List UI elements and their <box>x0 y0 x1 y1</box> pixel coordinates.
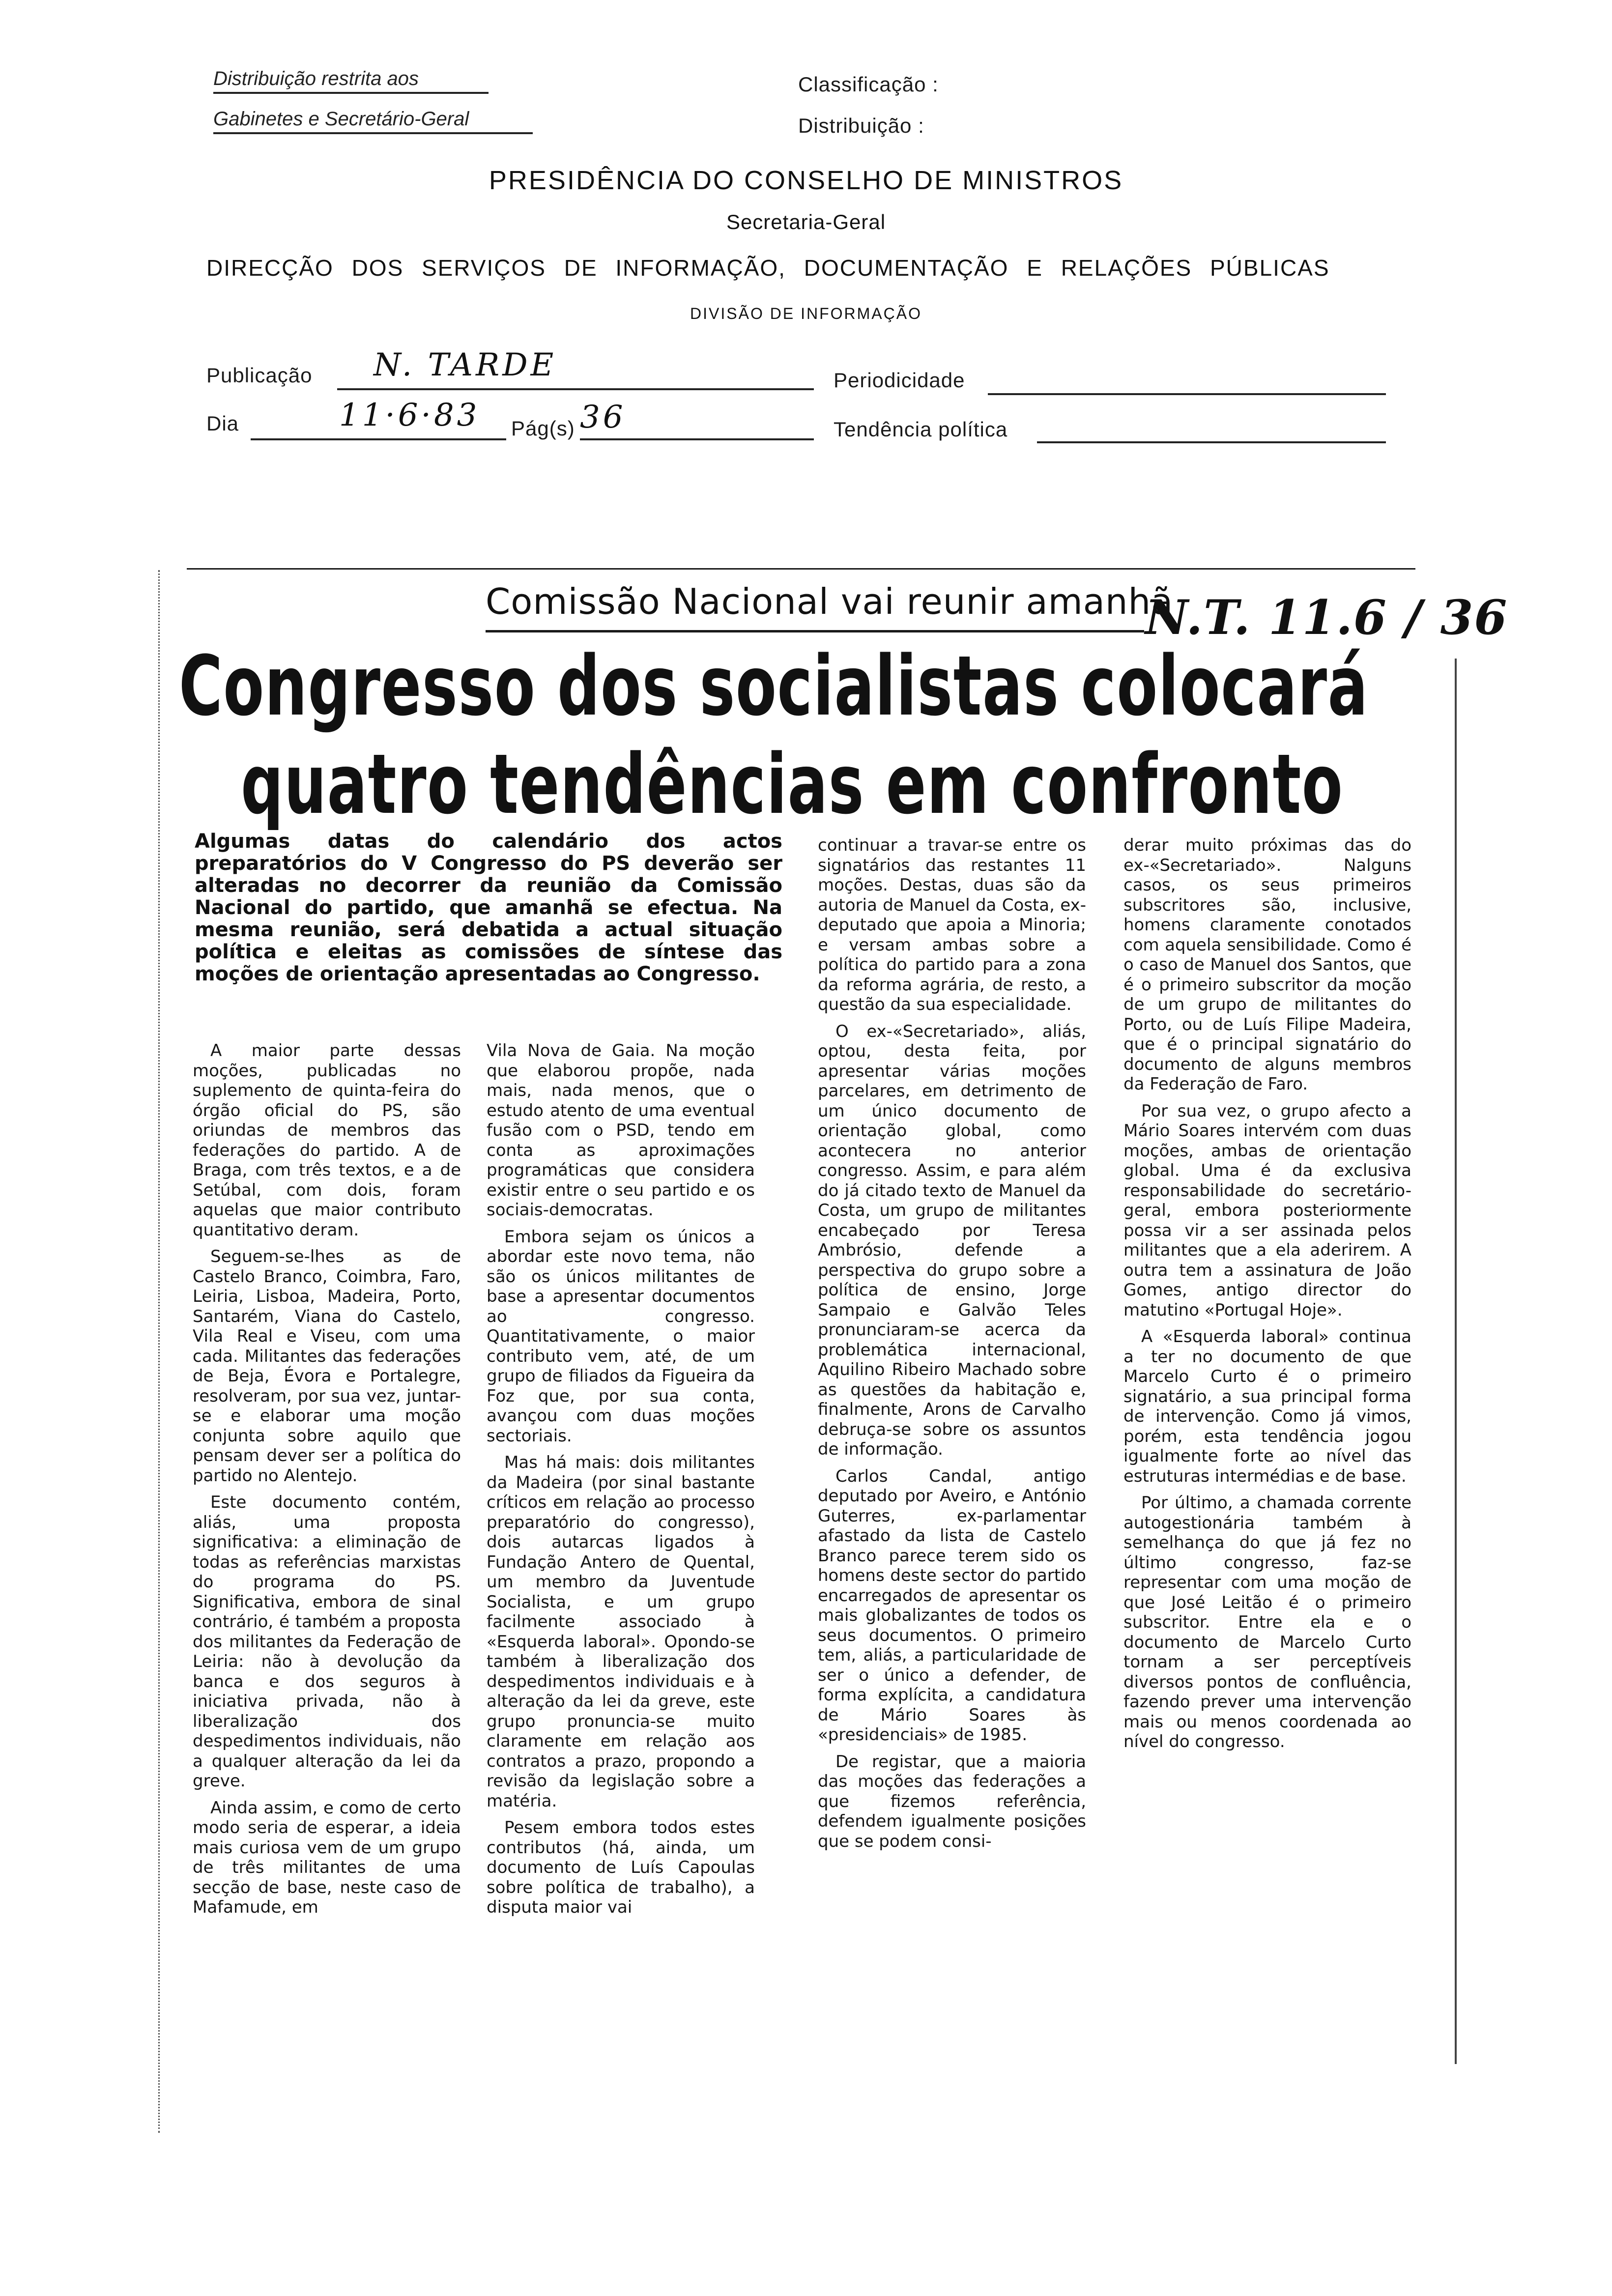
col3-paragraph: O ex-«Secretariado», aliás, optou, desta feita, por apresentar várias moções parcelares, em detrimento de um único documento de orientação global, como acontecera no anterior congresso. Assim, e para além do já citado texto de Manuel da Costa, um grupo de militantes encabeçado por Teresa Ambrósio, defende a perspectiva do grupo sobre a política de ensino, Jorge Sampaio e Galvão Teles pronunciaram-se acerca da problemática internacional, Aquilino Ribeiro Machado sobre as questões da habitação e, finalmente, Arons de Carvalho debruça-se sobre os assuntos de informação. <box>818 1021 1086 1459</box>
pag-line <box>580 438 814 440</box>
col3-paragraph: Carlos Candal, antigo deputado por Aveiro, e António Guterres, ex-parlamentar afastado da lista de Castelo Branco parece terem sido os homens deste sector do partido encarregados de apresentar os mais globalizantes de todos os seus documentos. O primeiro tem, aliás, a particularidade de ser o único a defender, de forma explícita, a candidatura de Mário Soares às «presidenciais» de 1985. <box>818 1466 1086 1745</box>
col1-paragraph: Este documento contém, aliás, uma proposta significativa: a eliminação de todas as referências marxistas do programa do PS. Significativa, embora de sinal contrário, é também a proposta dos militantes da Federação de Leiria: não à devolução da banca e dos seguros à iniciativa privada, não à liberalização dos despedimentos individuais, não a qualquer alteração da lei da greve. <box>193 1492 461 1791</box>
col1-paragraph: Ainda assim, e como de certo modo seria de esperar, a ideia mais curiosa vem de um grupo de três militantes de uma secção de base, neste caso de Mafamude, em <box>193 1798 461 1917</box>
pag-value: 36 <box>580 399 626 435</box>
distribution-line-2: Gabinetes e Secretário-Geral <box>213 108 533 134</box>
col2-paragraph: Vila Nova de Gaia. Na moção que elaborou propõe, nada mais, nada menos, que o estudo atento de uma eventual fusão com o PSD, tendo em conta as aproximações programáticas que considera existir entre o seu partido e os sociais-democratas. <box>487 1041 755 1220</box>
periodicidade-label: Periodicidade <box>834 369 965 392</box>
pag-label: Pág(s) <box>511 417 575 440</box>
headline-line-2: quatro tendências em confronto <box>241 736 1344 832</box>
tendencia-label: Tendência política <box>834 418 1008 441</box>
article-column-3 <box>818 835 1086 2064</box>
clipping-right-edge <box>1455 659 1457 2064</box>
periodicidade-line <box>988 393 1386 395</box>
distribuicao-label: Distribuição : <box>798 114 924 137</box>
clipping-top-rule <box>187 568 1415 570</box>
kicker: Comissão Nacional vai reunir amanhã <box>486 581 1174 622</box>
article-column-4 <box>1123 835 1411 2064</box>
dia-line <box>251 438 506 440</box>
dia-label: Dia <box>206 412 239 435</box>
distribution-line-1: Distribuição restrita aos <box>213 68 489 94</box>
col4-paragraph: A «Esquerda laboral» continua a ter no documento de que Marcelo Curto é o primeiro signatário, a sua principal forma de intervenção. Como já vimos, porém, esta tendência jogou igualmente forte ao nível das estruturas intermédias e de base. <box>1123 1327 1411 1486</box>
col4-paragraph: Por último, a chamada corrente autogestionária também à semelhança do que já fez no último congresso, faz-se representar com uma moção de que José Leitão é o primeiro subscritor. Entre ela e o documento de Marcelo Curto tornam a ser perceptíveis diversos pontos de confluência, fazendo prever uma intervenção mais ou menos coordenada ao nível do congresso. <box>1123 1493 1411 1751</box>
secretaria-geral: Secretaria-Geral <box>726 210 886 233</box>
publicacao-label: Publicação <box>206 364 313 387</box>
divisao-title: DIVISÃO DE INFORMAÇÃO <box>690 305 922 322</box>
handwritten-annotation: N.T. 11.6 / 36 <box>1145 590 1508 645</box>
col2-paragraph: Mas há mais: dois militantes da Madeira (por sinal bastante críticos em relação ao processo preparatório do congresso), dois autarcas ligados à Fundação Antero de Quental, um membro da Juventude Socialista, e um grupo facilmente associado à «Esquerda laboral». Opondo-se também à liberalização dos despedimentos individuais e à alteração da lei da greve, este grupo pronuncia-se muito claramente em relação aos contratos a prazo, propondo a revisão da legislação sobre a matéria. <box>487 1453 755 1811</box>
tendencia-line <box>1037 441 1386 443</box>
direccao-title: DIRECÇÃO DOS SERVIÇOS DE INFORMAÇÃO, DOCUMENTAÇÃO E RELAÇÕES PÚBLICAS <box>206 255 1330 281</box>
clipping-left-edge <box>158 570 160 2133</box>
col1-paragraph: A maior parte dessas moções, publicadas no suplemento de quinta-feira do órgão oficial do PS, são oriundas de membros das federações do partido. A de Braga, com três textos, e a de Setúbal, com dois, foram aquelas que maior contributo quantitativo deram. <box>193 1041 461 1240</box>
col4-paragraph: derar muito próximas das do ex-«Secretariado». Nalguns casos, os seus primeiros subscritores são, inclusive, homens claramente conotados com aquela sensibilidade. Como é o caso de Manuel dos Santos, que é o primeiro subscritor da moção de um grupo de militantes do Porto, ou de Luís Filipe Madeira, que é o principal signatário do documento de alguns membros da Federação de Faro. <box>1123 835 1411 1094</box>
col1-paragraph: Seguem-se-lhes as de Castelo Branco, Coimbra, Faro, Leiria, Lisboa, Madeira, Porto, Santarém, Viana do Castelo, Vila Real e Viseu, com uma cada. Militantes das federações de Beja, Évora e Portalegre, resolveram, por sua vez, juntar-se e elaborar uma moção conjunta sobre aquilo que pensam dever ser a política do partido no Alentejo. <box>193 1247 461 1486</box>
classificacao-label: Classificação : <box>798 73 939 96</box>
publicacao-line <box>337 388 814 390</box>
lead-paragraph: Algumas datas do calendário dos actos preparatórios do V Congresso do PS deverão ser alteradas no decorrer da reunião da Comissão Nacional do partido, que amanhã se efectua. Na mesma reunião, será debatida a actual situação política e eleitas as comissões de síntese das moções de orientação apresentadas ao Congresso. <box>195 830 782 985</box>
institution-title: PRESIDÊNCIA DO CONSELHO DE MINISTROS <box>489 166 1123 195</box>
article-column-1 <box>193 1041 461 2063</box>
col4-paragraph: Por sua vez, o grupo afecto a Mário Soares intervém com duas moções, ambas de orientação global. Uma é da exclusiva responsabilidade do secretário-geral, embora posteriormente possa vir a ser assinada pelos militantes que a ela aderirem. A outra tem a assinatura de João Gomes, antigo director do matutino «Portugal Hoje». <box>1123 1101 1411 1320</box>
col3-paragraph: De registar, que a maioria das moções das federações a que fizemos referência, defendem igualmente posições que se podem consi- <box>818 1751 1086 1851</box>
col2-paragraph: Embora sejam os únicos a abordar este novo tema, não são os únicos militantes de base a apresentar documentos ao congresso. Quantitativamente, o maior contributo vem, até, de um grupo de filiados da Figueira da Foz que, por sua conta, avançou com duas moções sectoriais. <box>487 1227 755 1446</box>
headline-line-1: Congresso dos socialistas colocará <box>179 638 1369 734</box>
kicker-underline <box>486 630 1144 632</box>
dia-value: 11·6·83 <box>339 397 480 433</box>
col2-paragraph: Pesem embora todos estes contributos (há, ainda, um documento de Luís Capoulas sobre política de trabalho), a disputa maior vai <box>487 1818 755 1917</box>
article-column-2 <box>487 1041 755 2063</box>
publicacao-value: N. TARDE <box>374 347 557 383</box>
col3-paragraph: continuar a travar-se entre os signatários das restantes 11 moções. Destas, duas são da autoria de Manuel da Costa, ex-deputado que apoia a Minoria; e versam ambas sobre a política do partido para a zona da reforma agrária, de resto, a questão da sua especialidade. <box>818 835 1086 1014</box>
